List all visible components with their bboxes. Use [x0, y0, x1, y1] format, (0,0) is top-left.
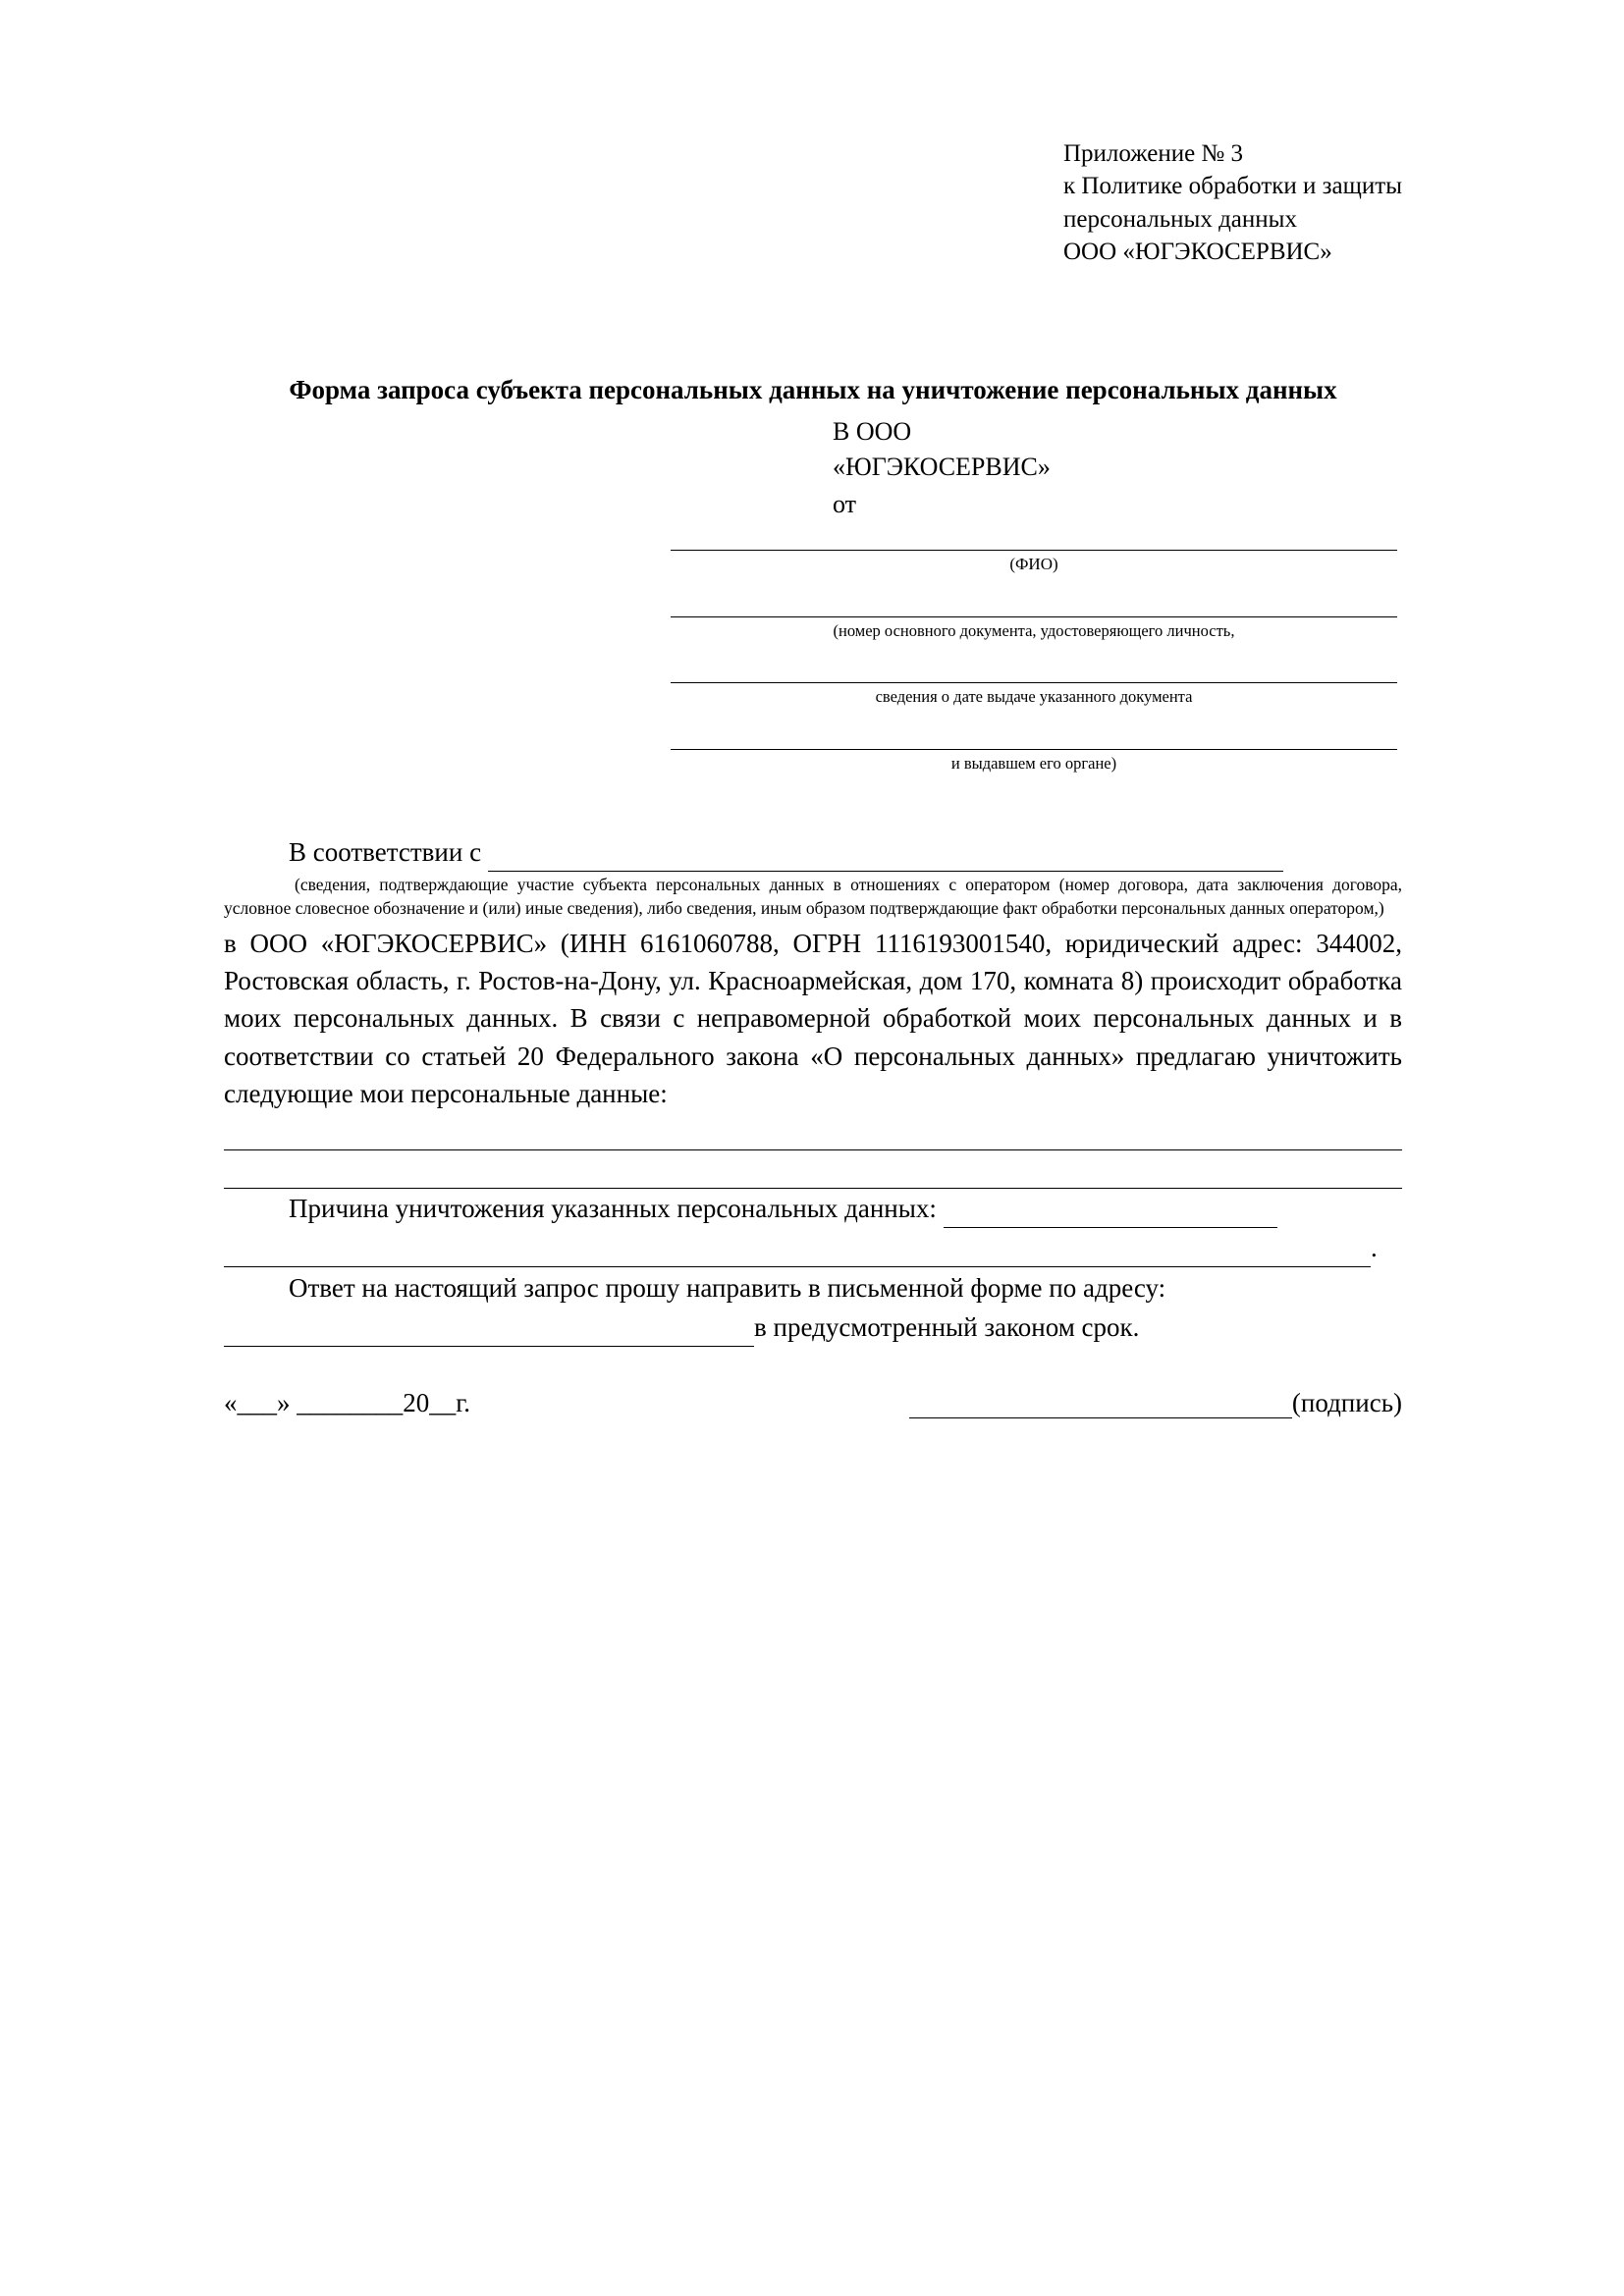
addressee-ooo: В ООО [833, 417, 912, 447]
appendix-number: Приложение № 3 [1063, 140, 1244, 167]
data-list-input-2[interactable] [224, 1158, 1402, 1189]
in-accordance-note [224, 874, 1402, 921]
in-accordance-input[interactable] [488, 846, 1283, 872]
appendix-organization: ООО «ЮГЭКОСЕРВИС» [1063, 238, 1332, 265]
appendix-policy-line-2: персональных данных [1063, 205, 1297, 233]
answer-address-row [224, 1308, 1402, 1346]
in-accordance-label: В соответствии с [289, 837, 482, 868]
document-number-caption: (номер основного документа, удостоверяющего личность, [833, 621, 1235, 641]
document-date-input[interactable] [671, 655, 1397, 683]
answer-text: Ответ на настоящий запрос прошу направить в письменной форме по адресу: [289, 1272, 1166, 1303]
answer-address-input[interactable] [224, 1321, 754, 1347]
spacer [671, 708, 1397, 721]
addressee-block [833, 414, 1402, 522]
reason-input-2[interactable] [224, 1242, 1371, 1267]
reason-row [224, 1191, 1402, 1228]
spacer [671, 575, 1397, 589]
page-title: Форма запроса субъекта персональных данных на уничтожение персональных данных [289, 375, 1337, 404]
addressee-from: от [833, 490, 857, 519]
in-accordance-row [224, 834, 1402, 872]
appendix-policy-line-1: к Политике обработки и защиты [1063, 173, 1403, 200]
document-number-input[interactable] [671, 589, 1397, 617]
reason-end: . [1371, 1233, 1378, 1263]
reason-row-2 [224, 1230, 1402, 1267]
fio-caption: (ФИО) [1009, 554, 1058, 573]
answer-tail: в предусмотренный законом срок. [754, 1312, 1140, 1343]
answer-paragraph [224, 1269, 1402, 1307]
main-paragraph: в ООО «ЮГЭКОСЕРВИС» (ИНН 6161060788, ОГРН 1116193001540, юридический адрес: 344002, Ростовская область, г. Ростов-на-Дону, ул. Красноармейская, дом 170, комната 8) происходит обработка моих персональных данных. В связи с неправомерной обработкой моих персональных данных и в соответствии со статьей 20 Федерального закона «О персональных данных» предлагаю уничтожить следующие мои персональные данные: [224, 928, 1402, 1109]
reason-label: Причина уничтожения указанных персональных данных: [289, 1194, 937, 1224]
document-issuer-caption: и выдавшем его органе) [950, 753, 1117, 773]
fio-input[interactable] [671, 522, 1397, 551]
appendix-header [1063, 137, 1476, 268]
note-text: (сведения, подтверждающие участие субъекта персональных данных в отношениях с оператором (номер договора, дата заключения договора, условное словесное обозначение и (или) иные сведения), либо сведения, иным образом подтверждающие факт обработки персональных данных оператором,) [224, 875, 1402, 918]
signature-input[interactable] [909, 1393, 1292, 1418]
data-list-input-1[interactable] [224, 1120, 1402, 1150]
document-content [224, 137, 1402, 1418]
document-date-caption: сведения о дате выдаче указанного документа [875, 687, 1193, 707]
addressee-org: «ЮГЭКОСЕРВИС» [833, 453, 1051, 482]
applicant-fields [671, 522, 1397, 774]
signature-field[interactable] [909, 1388, 1402, 1418]
document-issuer-input[interactable] [671, 721, 1397, 750]
signature-label: (подпись) [1291, 1387, 1402, 1417]
date-field[interactable]: «___» ________20__г. [224, 1387, 471, 1417]
signature-row [224, 1388, 1402, 1418]
reason-input-1[interactable] [944, 1202, 1277, 1228]
spacer [671, 641, 1397, 655]
